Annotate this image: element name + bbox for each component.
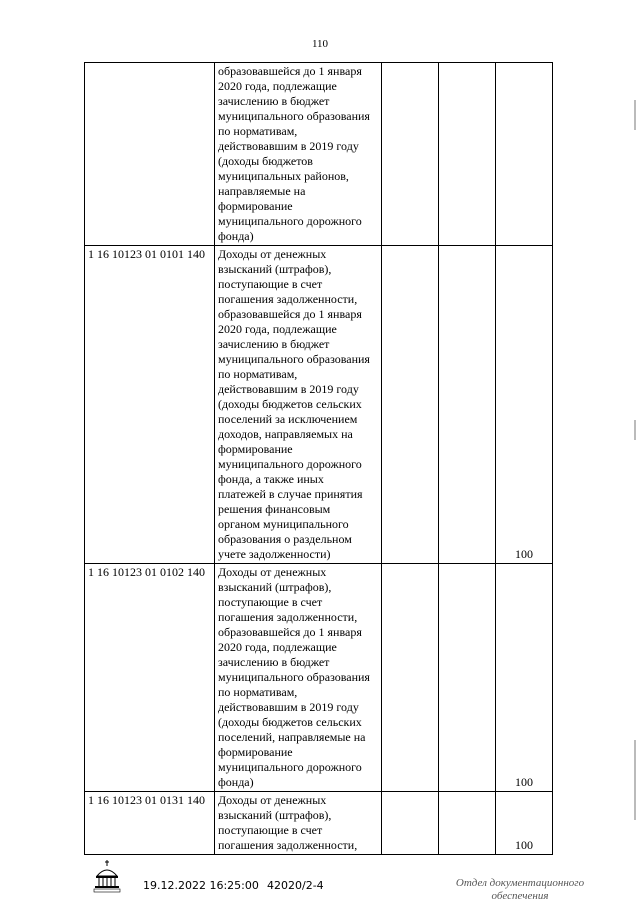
amount-value: 100 xyxy=(515,547,533,561)
value-cell-2 xyxy=(439,564,496,792)
code-cell: 1 16 10123 01 0102 140 xyxy=(85,564,215,792)
page-number: 110 xyxy=(311,38,329,50)
department-stamp xyxy=(440,877,600,903)
table-row xyxy=(85,792,553,855)
value-cell-1 xyxy=(382,246,439,564)
budget-classification-table xyxy=(84,62,553,855)
table-row xyxy=(85,564,553,792)
value-cell-2 xyxy=(439,792,496,855)
stamp-line-2: обеспечения xyxy=(491,890,549,902)
code-cell xyxy=(85,63,215,246)
stamp-line-1: Отдел документационного xyxy=(455,877,585,889)
value-cell-3 xyxy=(496,792,553,855)
table-row xyxy=(85,63,553,246)
code-cell: 1 16 10123 01 0101 140 xyxy=(85,246,215,564)
table-row xyxy=(85,246,553,564)
scan-edge-mark xyxy=(634,100,636,130)
scan-edge-mark xyxy=(634,420,636,440)
value-cell-1 xyxy=(382,63,439,246)
description-cell: образовавшейся до 1 января 2020 года, подлежащие зачислению в бюджет муниципального образования по нормативам, действовавшим в 2019 году (доходы бюджетов муниципальных районов, направляемые на формирование муниципального дорожного фонда) xyxy=(215,63,382,246)
parliament-emblem-icon xyxy=(91,858,123,894)
amount-value: 100 xyxy=(515,775,533,789)
value-cell-3 xyxy=(496,246,553,564)
code-cell: 1 16 10123 01 0131 140 xyxy=(85,792,215,855)
description-cell: Доходы от денежных взысканий (штрафов), поступающие в счет погашения задолженности, образовавшейся до 1 января 2020 года, подлежащие зачислению в бюджет муниципального образования по нормативам, действовавшим в 2019 году (доходы бюджетов сельских поселений за исключением доходов, направляемых на формирование муниципального дорожного фонда, а также иных платежей в случае принятия решения финансовым органом муниципального образования о раздельном учете задолженности) xyxy=(215,246,382,564)
scan-edge-mark xyxy=(634,740,636,820)
value-cell-2 xyxy=(439,246,496,564)
description-cell: Доходы от денежных взысканий (штрафов), поступающие в счет погашения задолженности, образовавшейся до 1 января 2020 года, подлежащие зачислению в бюджет муниципального образования по нормативам, действовавшим в 2019 году (доходы бюджетов сельских поселений, направляемые на формирование муниципального дорожного фонда) xyxy=(215,564,382,792)
value-cell-3 xyxy=(496,63,553,246)
footer-doc-id: 42020/2-4 xyxy=(267,879,324,892)
amount-value: 100 xyxy=(515,838,533,852)
value-cell-1 xyxy=(382,792,439,855)
footer-timestamp: 19.12.2022 16:25:00 xyxy=(143,879,259,892)
description-cell: Доходы от денежных взысканий (штрафов), поступающие в счет погашения задолженности, xyxy=(215,792,382,855)
value-cell-2 xyxy=(439,63,496,246)
value-cell-1 xyxy=(382,564,439,792)
value-cell-3 xyxy=(496,564,553,792)
